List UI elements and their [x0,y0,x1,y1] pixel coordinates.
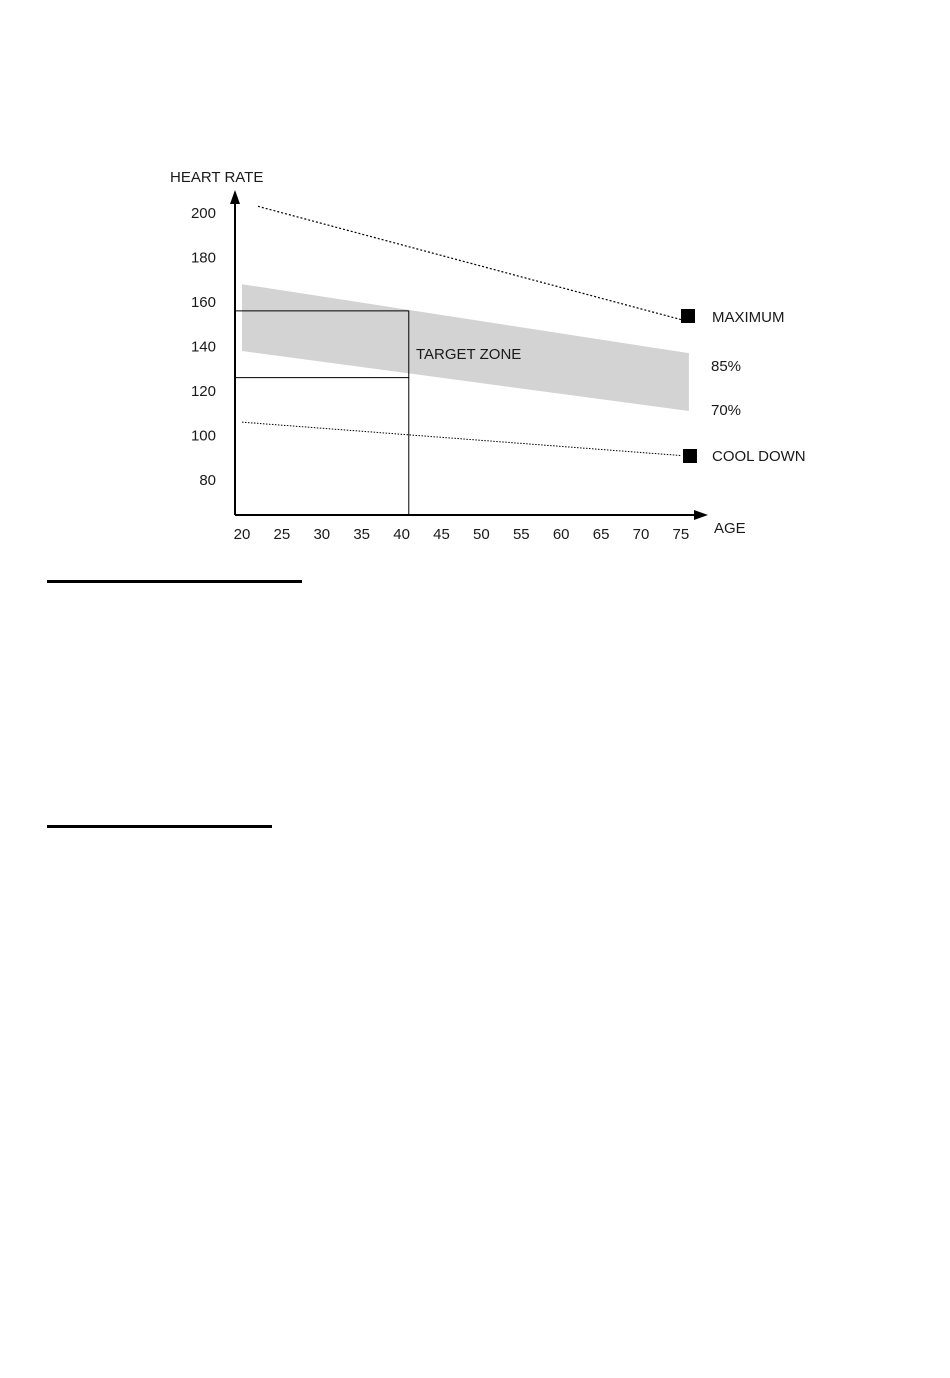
y-tick-label: 140 [190,338,216,356]
y-tick-label: 80 [199,472,216,489]
y-axis-arrow-icon [230,190,240,204]
y-tick-label: 100 [190,427,216,445]
x-tick-label: 45 [433,526,450,543]
x-tick-label: 50 [473,526,490,543]
cool-down-line [242,422,681,455]
legend-85: 85% [711,358,742,375]
y-tick-label: 180 [190,249,216,267]
x-tick-label: 65 [592,526,610,543]
y-axis-title: HEART RATE [170,169,264,186]
x-axis-arrow-icon [694,510,708,520]
heart-rate-chart [0,0,950,600]
x-tick-label: 20 [233,526,251,543]
x-tick-label: 70 [632,526,650,543]
x-tick-label: 35 [353,526,371,543]
legend-maximum: MAXIMUM [712,309,785,326]
y-tick-label: 120 [190,383,216,400]
x-tick-label: 30 [313,526,331,543]
section-divider-2 [47,825,272,828]
x-tick-label: 55 [512,526,530,543]
legend-70: 70% [711,402,742,419]
x-tick-label: 25 [273,526,291,543]
y-tick-label: 160 [190,294,216,311]
maximum-marker-icon [681,309,695,323]
x-axis-title: AGE [714,520,746,537]
x-tick-label: 60 [552,526,570,543]
target-zone-label: TARGET ZONE [416,346,522,363]
section-divider-1 [47,580,302,583]
legend-cool-down: COOL DOWN [712,448,806,465]
x-tick-label: 40 [393,526,410,543]
y-tick-label: 200 [190,205,216,222]
x-tick-label: 75 [672,526,690,543]
cool-down-marker-icon [683,449,697,463]
